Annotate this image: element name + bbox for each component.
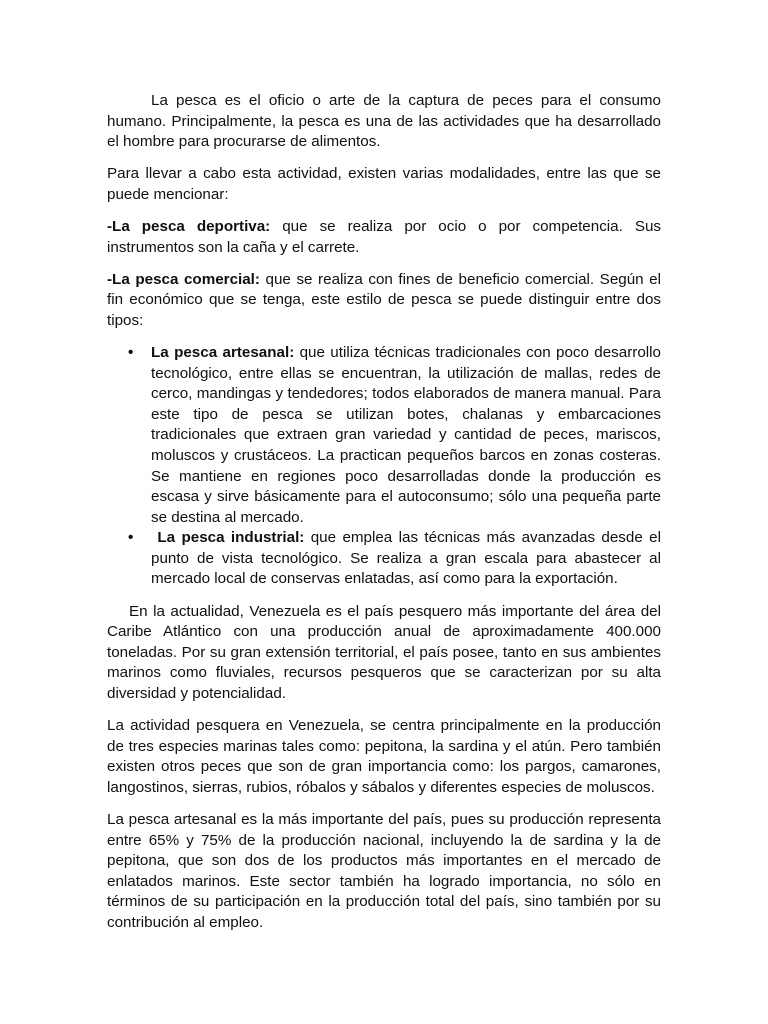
artesanal-importance-paragraph: La pesca artesanal es la más importante del país, pues su producción representa entre 65% y 75% de la producción nacional, incluyendo la de sardina y la de pepitona, que son dos de los productos más importantes en el mercado de enlatados marinos. Este sector también ha logrado importancia, no sólo en términos de su participación en la producción total del país, sino también por su contribución al empleo. <box>107 810 661 931</box>
industrial-label: La pesca industrial: <box>157 529 305 547</box>
artesanal-text: que utiliza técnicas tradicionales con poco desarrollo tecnológico, entre ellas se encuentran, la utilización de mallas, redes de cerco, mandingas y tendedores; todos elaborados de manera manual. Para este tipo de pesca se utilizan botes, chalanas y embarcaciones tradicionales que extraen gran variedad y cantidad de peces, mariscos, moluscos y crustáceos. La practican pequeños barcos en zonas costeras. Se mantiene en regiones poco desarrolladas donde la producción es escasa y sirve básicamente para el autoconsumo; sólo una pequeña parte se destina al mercado. <box>151 343 661 526</box>
comercial-label: -La pesca comercial: <box>107 270 260 288</box>
document-page <box>107 91 661 945</box>
deportiva-label: -La pesca deportiva: <box>107 217 271 235</box>
comercial-paragraph <box>107 270 661 332</box>
fishing-types-list <box>107 343 661 590</box>
list-item-artesanal <box>107 343 661 528</box>
modalities-paragraph: Para llevar a cabo esta actividad, existen varias modalidades, entre las que se puede mencionar: <box>107 165 661 203</box>
list-item-industrial <box>107 528 661 590</box>
artesanal-label: La pesca artesanal: <box>151 343 295 361</box>
industrial-text: que emplea las técnicas más avanzadas desde el punto de vista tecnológico. Se realiza a gran escala para abastecer al mercado local de conservas enlatadas, así como para la exportación. <box>151 529 661 588</box>
intro-paragraph: La pesca es el oficio o arte de la captura de peces para el consumo humano. Principalmente, la pesca es una de las actividades que ha desarrollado el hombre para procurarse de alimentos. <box>107 92 661 151</box>
venezuela-paragraph: En la actualidad, Venezuela es el país pesquero más importante del área del Caribe Atlántico con una producción anual de aproximadamente 400.000 toneladas. Por su gran extensión territorial, el país posee, tanto en sus ambientes marinos como fluviales, recursos pesqueros que se caracterizan por su alta diversidad y potencialidad. <box>107 602 661 702</box>
deportiva-paragraph <box>107 217 661 258</box>
comercial-text: que se realiza con fines de beneficio comercial. Según el fin económico que se tenga, este estilo de pesca se puede distinguir entre dos tipos: <box>107 270 661 329</box>
deportiva-text: que se realiza por ocio o por competencia. Sus instrumentos son la caña y el carrete. <box>107 217 661 256</box>
actividad-paragraph: La actividad pesquera en Venezuela, se centra principalmente en la producción de tres especies marinas tales como: pepitona, la sardina y el atún. Pero también existen otros peces que son de gran importancia como: los pargos, camarones, langostinos, sierras, rubios, róbalos y sábalos y diferentes especies de moluscos. <box>107 717 661 796</box>
bullet-icon: • <box>128 343 134 361</box>
bullet-icon: • <box>128 529 134 547</box>
